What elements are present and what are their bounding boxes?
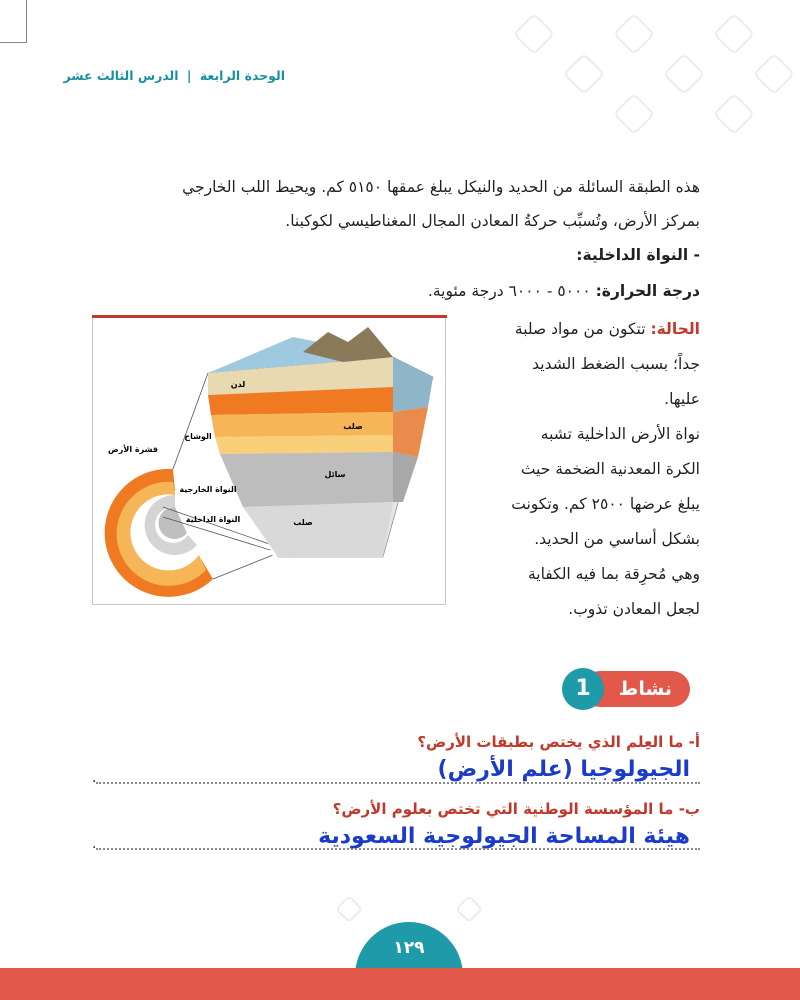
unit-title: الوحدة الرابعة bbox=[199, 68, 285, 83]
page-header bbox=[63, 68, 285, 83]
solid-label-1: صلب bbox=[343, 422, 363, 431]
question-2: ب- ما المؤسسة الوطنية التي تختص بعلوم الأرض؟ bbox=[332, 800, 700, 818]
ductile-label: لدن bbox=[230, 380, 246, 389]
answer-line-1 bbox=[96, 780, 700, 784]
line-end-dot-2: . bbox=[92, 836, 97, 852]
background-pattern bbox=[460, 0, 800, 170]
liquid-label: سائل bbox=[324, 470, 346, 479]
header-separator: | bbox=[186, 68, 192, 83]
temperature-value: ٥٠٠٠ - ٦٠٠٠ درجة مئوية. bbox=[427, 282, 596, 300]
lesson-title: الدرس الثالث عشر bbox=[63, 68, 179, 83]
temperature-line bbox=[100, 274, 700, 308]
activity-number: 1 bbox=[562, 668, 604, 710]
crust-label: قشرة الأرض bbox=[108, 445, 158, 454]
footer-bar bbox=[0, 968, 800, 1000]
earth-cross-section-diagram bbox=[93, 317, 445, 604]
activity-label: نشاط bbox=[618, 678, 672, 700]
section-heading bbox=[100, 238, 700, 272]
inner-core-description bbox=[430, 312, 700, 627]
page-number: ١٢٩ bbox=[355, 922, 463, 980]
inner-core-title: - النواة الداخلية: bbox=[576, 246, 700, 264]
question-1: أ- ما العِلم الذي يختص بطبقات الأرض؟ bbox=[417, 733, 700, 751]
mantle-label: الوشاح bbox=[184, 432, 212, 441]
inner-core-label: النواة الداخلية bbox=[185, 515, 241, 524]
temperature-label: درجة الحرارة: bbox=[595, 282, 700, 300]
side-line: عليها. bbox=[664, 390, 700, 408]
side-line: لجعل المعادن تذوب. bbox=[568, 600, 700, 618]
answer-1: الجيولوجيا (علم الأرض) bbox=[437, 757, 690, 782]
outer-core-label: النواة الخارجية bbox=[179, 485, 237, 494]
solid-label-2: صلب bbox=[293, 518, 313, 527]
side-line: جداً؛ بسبب الضغط الشديد bbox=[532, 355, 700, 373]
earth-layers-figure bbox=[92, 316, 446, 605]
side-line: يبلغ عرضها ٢٥٠٠ كم. وتكونت bbox=[511, 495, 700, 513]
figure-top-rule bbox=[92, 315, 447, 318]
state-line bbox=[430, 312, 700, 347]
state-label: الحالة: bbox=[650, 320, 700, 338]
intro-line-2: بمركز الأرض، وتُسبِّب حركةُ المعادن المجال المغناطيسي لكوكبنا. bbox=[285, 212, 700, 230]
side-line: تتكون من مواد صلبة bbox=[514, 320, 651, 338]
answer-2: هيئة المساحة الجيولوجية السعودية bbox=[318, 824, 690, 849]
activity-badge bbox=[562, 668, 690, 710]
crop-mark bbox=[0, 0, 27, 43]
side-line: نواة الأرض الداخلية تشبه bbox=[540, 425, 700, 443]
side-line: الكرة المعدنية الضخمة حيث bbox=[520, 460, 700, 478]
side-line: وهي مُحرِقة بما فيه الكفاية bbox=[527, 565, 700, 583]
line-end-dot-1: . bbox=[92, 770, 97, 786]
intro-line-1: هذه الطبقة السائلة من الحديد والنيكل يبلغ عمقها ٥١٥٠ كم. ويحيط اللب الخارجي bbox=[182, 178, 700, 196]
answer-line-2 bbox=[96, 846, 700, 850]
intro-paragraph bbox=[100, 170, 700, 238]
side-line: بشكل أساسي من الحديد. bbox=[534, 530, 700, 548]
